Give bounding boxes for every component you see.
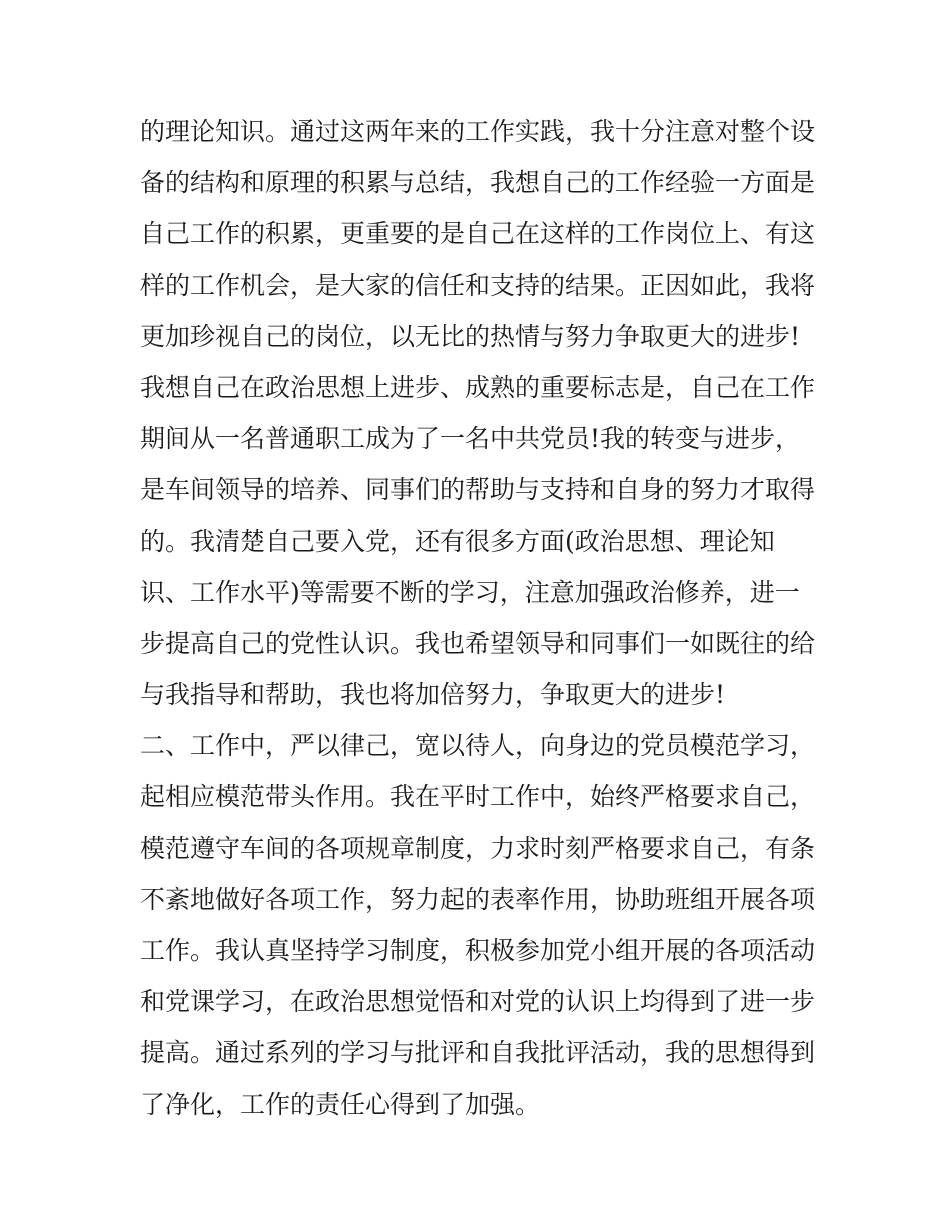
text-line: 自己工作的积累，更重要的是自己在这样的工作岗位上、有这 xyxy=(140,219,816,249)
text-line: 起相应模范带头作用。我在平时工作中，始终严格要求自己， xyxy=(140,782,816,812)
text-line: 的理论知识。通过这两年来的工作实践，我十分注意对整个设 xyxy=(140,117,816,146)
text-line: 了净化，工作的责任心得到了加强。 xyxy=(140,1089,541,1119)
text-line: 步提高自己的党性认识。我也希望领导和同事们一如既往的给 xyxy=(140,628,816,658)
text-line: 的。我清楚自己要入党，还有很多方面(政治思想、理论知 xyxy=(140,526,775,556)
text-line: 备的结构和原理的积累与总结，我想自己的工作经验一方面是 xyxy=(140,168,816,198)
text-line: 不紊地做好各项工作，努力起的表率作用，协助班组开展各项 xyxy=(140,884,816,914)
text-line: 期间从一名普通职工成为了一名中共党员!我的转变与进步， xyxy=(140,424,801,454)
text-line: 模范遵守车间的各项规章制度，力求时刻严格要求自己，有条 xyxy=(140,833,816,863)
text-line: 更加珍视自己的岗位，以无比的热情与努力争取更大的进步! xyxy=(140,321,801,351)
text-line: 提高。通过系列的学习与批评和自我批评活动，我的思想得到 xyxy=(140,1038,816,1068)
body-text xyxy=(140,106,820,1130)
text-line: 和党课学习，在政治思想觉悟和对党的认识上均得到了进一步 xyxy=(140,987,816,1017)
text-line: 识、工作水平)等需要不断的学习，注意加强政治修养，进一 xyxy=(140,577,800,607)
text-line: 二、工作中，严以律己，宽以待人，向身边的党员模范学习， xyxy=(140,731,816,761)
text-line: 是车间领导的培养、同事们的帮助与支持和自身的努力才取得 xyxy=(140,475,816,505)
text-line: 样的工作机会，是大家的信任和支持的结果。正因如此，我将 xyxy=(140,270,816,300)
text-line: 工作。我认真坚持学习制度，积极参加党小组开展的各项活动 xyxy=(140,936,816,965)
text-line: 与我指导和帮助，我也将加倍努力，争取更大的进步! xyxy=(140,680,726,710)
text-line: 我想自己在政治思想上进步、成熟的重要标志是，自己在工作 xyxy=(140,372,816,402)
